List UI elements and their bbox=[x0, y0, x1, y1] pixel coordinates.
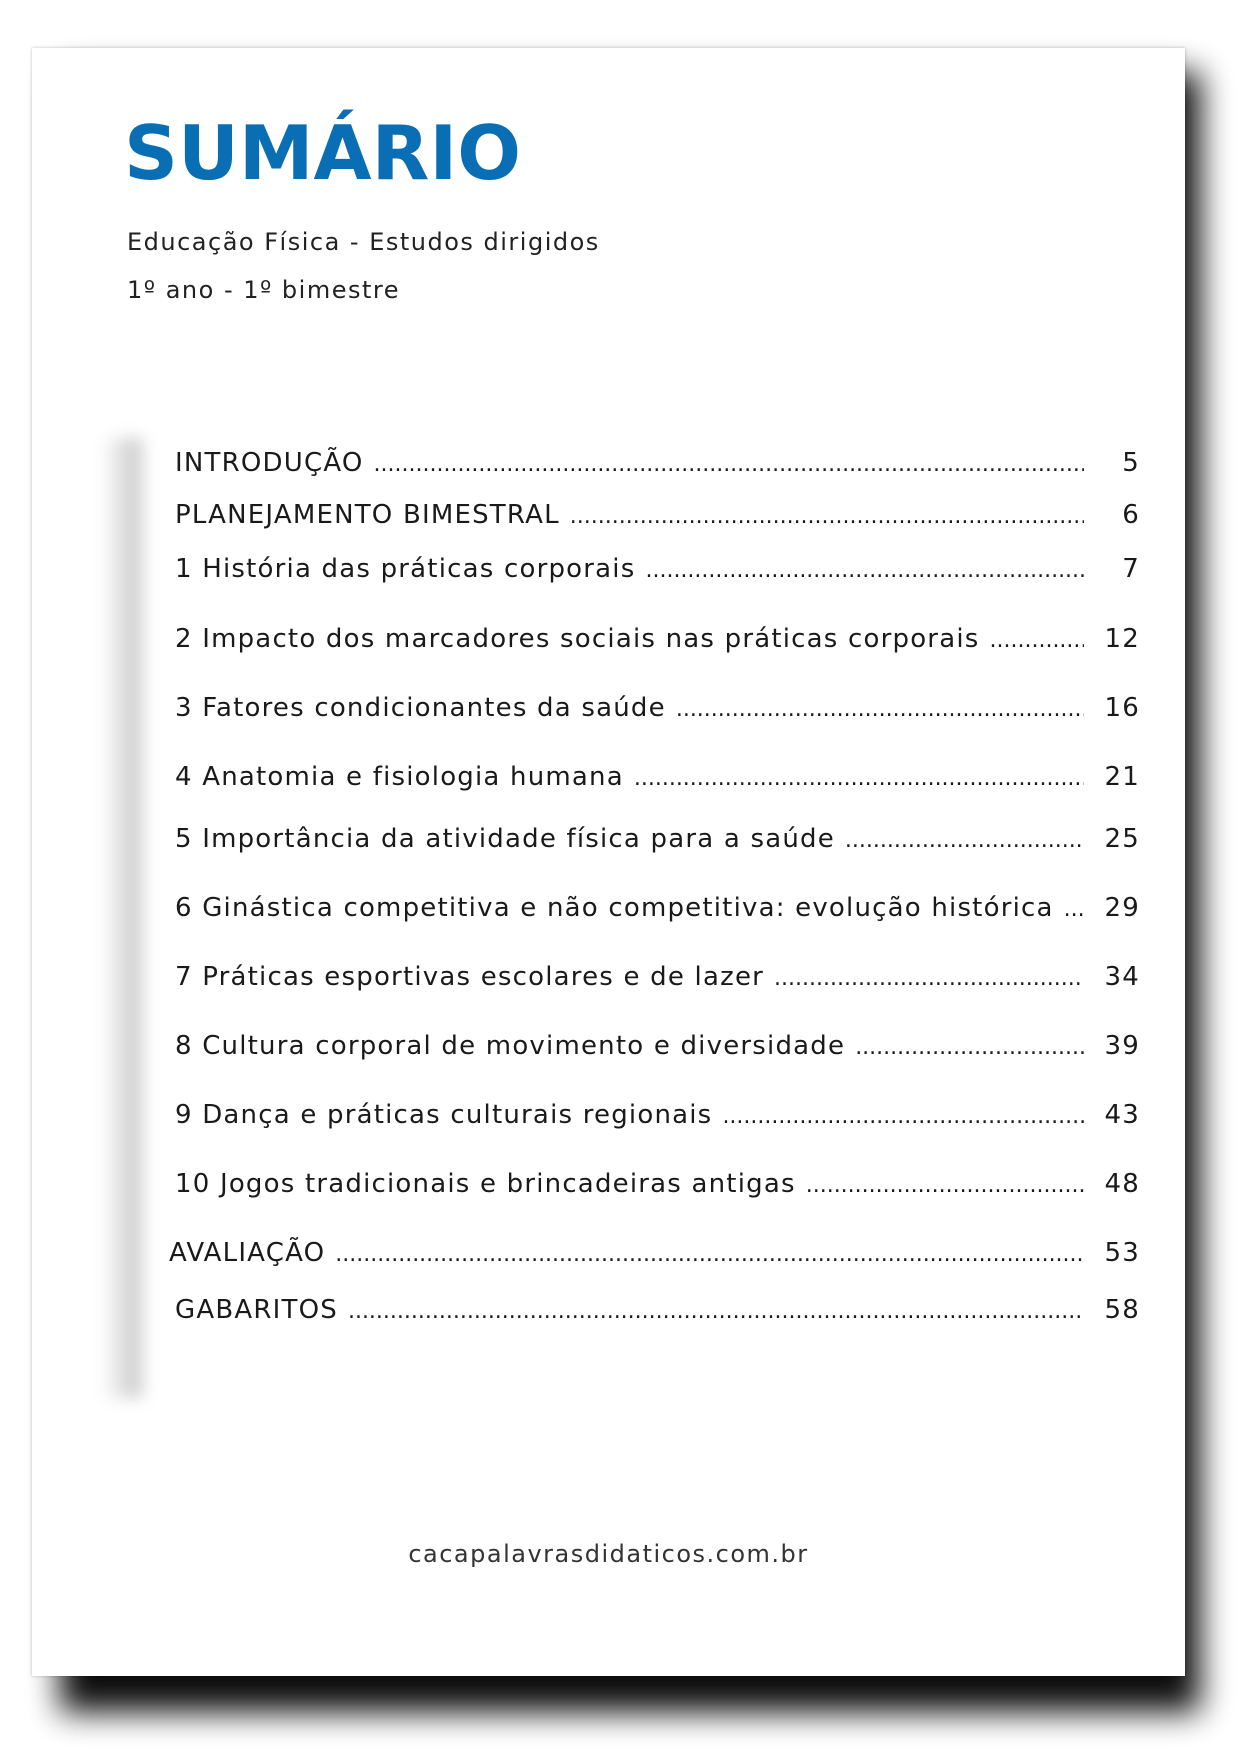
toc-entry-page: 16 bbox=[1104, 693, 1140, 723]
toc-leader-dots bbox=[374, 452, 1084, 477]
toc-entry-label: 3 Fatores condicionantes da saúde bbox=[175, 693, 666, 723]
toc-entry-avaliacao[interactable] bbox=[169, 1238, 1140, 1272]
toc-entry-page: 25 bbox=[1104, 824, 1140, 854]
toc-entry-planejamento[interactable] bbox=[175, 500, 1140, 534]
toc-entry-label: 10 Jogos tradicionais e brincadeiras antigas bbox=[175, 1169, 796, 1199]
toc-entry-label: GABARITOS bbox=[175, 1295, 338, 1325]
grade-subtitle: 1º ano - 1º bimestre bbox=[127, 276, 400, 304]
toc-leader-dots bbox=[855, 1035, 1084, 1060]
toc-entry-label: 7 Práticas esportivas escolares e de lazer bbox=[175, 962, 765, 992]
toc-entry-10[interactable] bbox=[175, 1169, 1140, 1203]
subject-subtitle: Educação Física - Estudos dirigidos bbox=[127, 228, 600, 256]
toc-entry-6[interactable] bbox=[175, 893, 1140, 927]
toc-entry-label: 1 História das práticas corporais bbox=[175, 554, 636, 584]
toc-entry-label: INTRODUÇÃO bbox=[175, 448, 364, 478]
toc-leader-dots bbox=[634, 766, 1084, 791]
toc-entry-label: 9 Dança e práticas culturais regionais bbox=[175, 1100, 713, 1130]
toc-leader-dots bbox=[676, 697, 1084, 722]
toc-entry-page: 53 bbox=[1104, 1238, 1140, 1268]
toc-leader-dots bbox=[845, 828, 1084, 853]
toc-entry-label: 2 Impacto dos marcadores sociais nas práticas corporais bbox=[175, 624, 980, 654]
toc-entry-label: PLANEJAMENTO BIMESTRAL bbox=[175, 500, 560, 530]
toc-entry-4[interactable] bbox=[175, 762, 1140, 796]
toc-leader-dots bbox=[570, 504, 1084, 529]
toc-entry-page: 39 bbox=[1104, 1031, 1140, 1061]
toc-entry-label: 4 Anatomia e fisiologia humana bbox=[175, 762, 624, 792]
toc-leader-dots bbox=[722, 1104, 1084, 1129]
document-page bbox=[32, 48, 1185, 1676]
toc-entry-label: 8 Cultura corporal de movimento e diversidade bbox=[175, 1031, 846, 1061]
toc-entry-page: 7 bbox=[1122, 554, 1140, 584]
toc-entry-label: 6 Ginástica competitiva e não competitiva: evolução histórica bbox=[175, 893, 1054, 923]
toc-entry-page: 43 bbox=[1104, 1100, 1140, 1130]
toc-leader-dots bbox=[645, 558, 1084, 583]
toc-entry-2[interactable] bbox=[175, 624, 1140, 658]
toc-entry-introducao[interactable] bbox=[175, 448, 1140, 482]
page-title: SUMÁRIO bbox=[124, 109, 522, 197]
toc-entry-label: AVALIAÇÃO bbox=[169, 1238, 326, 1268]
toc-leader-dots bbox=[774, 966, 1084, 991]
toc-entry-page: 12 bbox=[1104, 624, 1140, 654]
toc-leader-dots bbox=[990, 628, 1085, 653]
toc-entry-page: 34 bbox=[1104, 962, 1140, 992]
toc-entry-page: 29 bbox=[1104, 893, 1140, 923]
toc-entry-label: 5 Importância da atividade física para a saúde bbox=[175, 824, 835, 854]
toc-leader-dots bbox=[335, 1242, 1084, 1267]
toc-entry-5[interactable] bbox=[175, 824, 1140, 858]
toc-entry-page: 6 bbox=[1122, 500, 1140, 530]
toc-leader-dots bbox=[1064, 897, 1084, 922]
toc-entry-page: 21 bbox=[1104, 762, 1140, 792]
toc-leader-dots bbox=[348, 1299, 1084, 1324]
toc-entry-7[interactable] bbox=[175, 962, 1140, 996]
toc-entry-1[interactable] bbox=[175, 554, 1140, 588]
toc-leader-dots bbox=[806, 1173, 1084, 1198]
table-of-contents bbox=[32, 48, 1185, 1676]
toc-entry-page: 48 bbox=[1104, 1169, 1140, 1199]
toc-entry-8[interactable] bbox=[175, 1031, 1140, 1065]
toc-entry-page: 58 bbox=[1104, 1295, 1140, 1325]
toc-entry-3[interactable] bbox=[175, 693, 1140, 727]
footer-website: cacapalavrasdidaticos.com.br bbox=[408, 1540, 809, 1568]
toc-entry-page: 5 bbox=[1122, 448, 1140, 478]
toc-entry-9[interactable] bbox=[175, 1100, 1140, 1134]
toc-entry-gabaritos[interactable] bbox=[175, 1295, 1140, 1329]
